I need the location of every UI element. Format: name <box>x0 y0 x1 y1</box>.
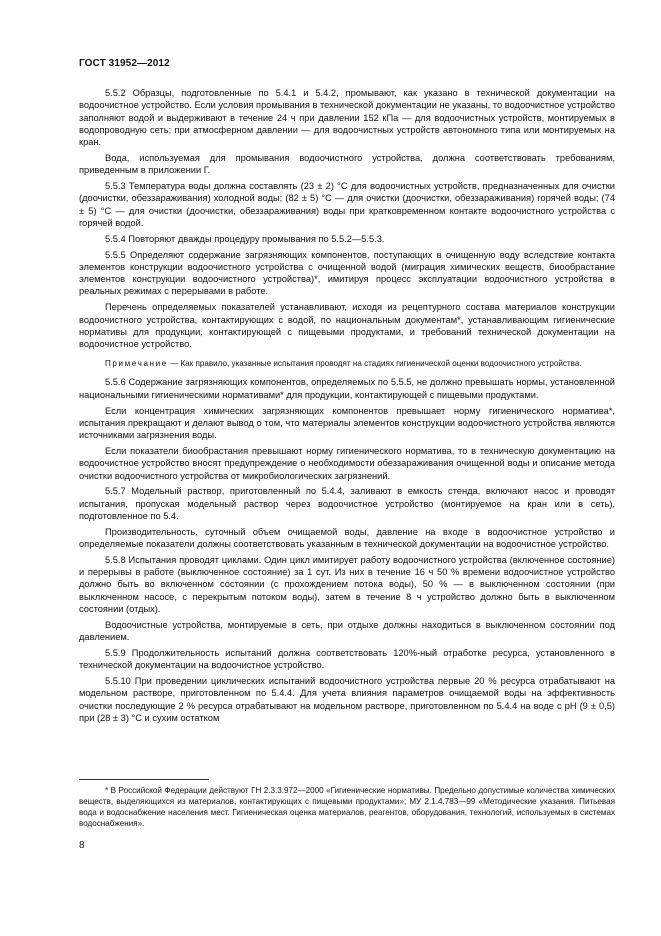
paragraph-5-5-8: 5.5.8 Испытания проводят циклами. Один цикл имитирует работу водоочистного устройства (включенное состояние) и перерывы в работе (выключенное состояние) за 1 сут. Из них в течение 16 ч 50 % времени водоочистное устройство должно быть во включенном состоянии (с прохождением потока воды), 50 % — в выключенном состоянии (при выключенном насосе, с перекрытым потоком воды), затем в течение 8 ч устройство должно быть в выключенном состоянии (отдых). <box>79 554 615 614</box>
paragraph-chemical-excess: Если концентрация химических загрязняющих компонентов превышает норму гигиенического норматива*, испытания прекращают и делают вывод о том, что материалы элементов конструкции водоочистного устройства являются источниками загрязнения воды. <box>79 405 615 441</box>
paragraph-5-5-3: 5.5.3 Температура воды должна составлять (23 ± 2) °C для водоочистных устройств, предназначенных для очистки (доочистки, обеззараживания) холодной воды; (82 ± 5) °C — для очистки (доочистки, обеззараживания) горячей воды; (74 ± 5) °C — для очистки (доочистки, обеззараживания) воды при кратковременном контакте водоочистного устройства с горячей водой. <box>79 181 615 228</box>
paragraph-5-5-9: 5.5.9 Продолжительность испытаний должна соответствовать 120%-ный отработке ресурса, установленного в технической документации на водоочистное устройство. <box>79 647 615 671</box>
document-body <box>79 87 615 728</box>
paragraph-5-5-7: 5.5.7 Модельный раствор, приготовленный по 5.4.4, заливают в емкость стенда, включают насос и проводят испытания, пропуская модельный раствор через водоочистное устройство (монтируемое на кран или в сеть), подготовленное по 5.4. <box>79 486 615 521</box>
paragraph-indicators-list: Перечень определяемых показателей устанавливают, исходя из рецептурного состава материалов конструкции водоочистного устройства, контактирующих с водой, по национальным документам*, устанавливающим гигиенические нормативы для продукции, контактирующей с пищевыми продуктами, и требований технической документации на водоочистное устройство. <box>79 302 615 350</box>
footnote: * В Российской Федерации действуют ГН 2.3.3.972—2000 «Гигиенические нормативы. Предельно допустимые количества химических веществ, выделяющихся из материалов, контактирующих с пищевыми продуктами»; МУ 2.1.4.783—99 «Методические указания. Питьевая вода и водоснабжение населения мест. Гигиеническая оценка материалов, реагентов, оборудования, технологий, используемых в системах водоснабжения». <box>79 786 615 828</box>
paragraph-5-5-5: 5.5.5 Определяют содержание загрязняющих компонентов, поступающих в очищенную воду вследствие контакта элементов конструкции водоочистного устройства с очищенной водой (миграция химических веществ, биообрастание элементов конструкции водоочистного устройства)*, имитируя процесс эксплуатации водоочистного устройства в реальных режимах с перерывами в работе. <box>79 249 615 297</box>
paragraph-network-devices: Водоочистные устройства, монтируемые в сеть, при отдыхе должны находиться в выключенном состоянии под давлением. <box>79 619 615 643</box>
note-text: — Как правило, указанные испытания проводят на стадиях гигиенической оценки водоочистного устройства. <box>167 359 582 369</box>
paragraph-biofouling: Если показатели биообрастания превышают норму гигиенического норматива, то в техническую документацию на водоочистное устройство вносят предупреждение о необходимости обеззараживания очищенной воды и описание метода очистки водоочистного устройства от микробиологических загрязнений. <box>79 445 615 481</box>
note <box>79 358 615 369</box>
paragraph-5-5-10: 5.5.10 При проведении циклических испытаний водоочистного устройства первые 20 % ресурса отрабатывают на модельном растворе, приготовленном по 5.4.4. Для учета влияния параметров очищаемой воды на эффективность очистки последующие 2 % ресурса отрабатывают на модельном растворе, приготовленном по 5.4.4 на воде с pH (9 ± 0,5) при (28 ± 3) °C и сухим остатком <box>79 675 615 723</box>
document-header: ГОСТ 31952—2012 <box>79 58 170 69</box>
paragraph-performance: Производительность, суточный объем очищаемой воды, давление на входе в водоочистное устройство и определяемые показатели должны соответствовать указанным в технической документации на водоочистное устройство. <box>79 526 615 549</box>
paragraph-5-5-4: 5.5.4 Повторяют дважды процедуру промывания по 5.5.2—5.5.3. <box>105 233 385 244</box>
paragraph-water-requirements: Вода, используемая для промывания водоочистного устройства, должна соответствовать требованиям, приведенным в приложении Г. <box>79 152 615 176</box>
paragraph-5-5-6: 5.5.6 Содержание загрязняющих компонентов, определяемых по 5.5.5, не должно превышать нормы, установленной национальными гигиеническими нормативами* для продукции, контактирующей с пищевыми продуктами. <box>79 377 615 400</box>
paragraph-5-5-2: 5.5.2 Образцы, подготовленные по 5.4.1 и 5.4.2, промывают, как указано в технической документации на водоочистное устройство. Если условия промывания в технической документации не указаны, то водоочистное устройство заполняют водой и выдерживают в течение 24 ч при давлении 152 кПа — для водоочистных устройств, монтируемых в водопроводную сеть; при атмосферном давлении — для водоочистных устройств автономного типа или монтируемых на кран. <box>79 88 615 148</box>
footnote-divider <box>79 779 209 780</box>
note-label: Примечание <box>105 359 168 369</box>
page-number: 8 <box>79 840 85 851</box>
